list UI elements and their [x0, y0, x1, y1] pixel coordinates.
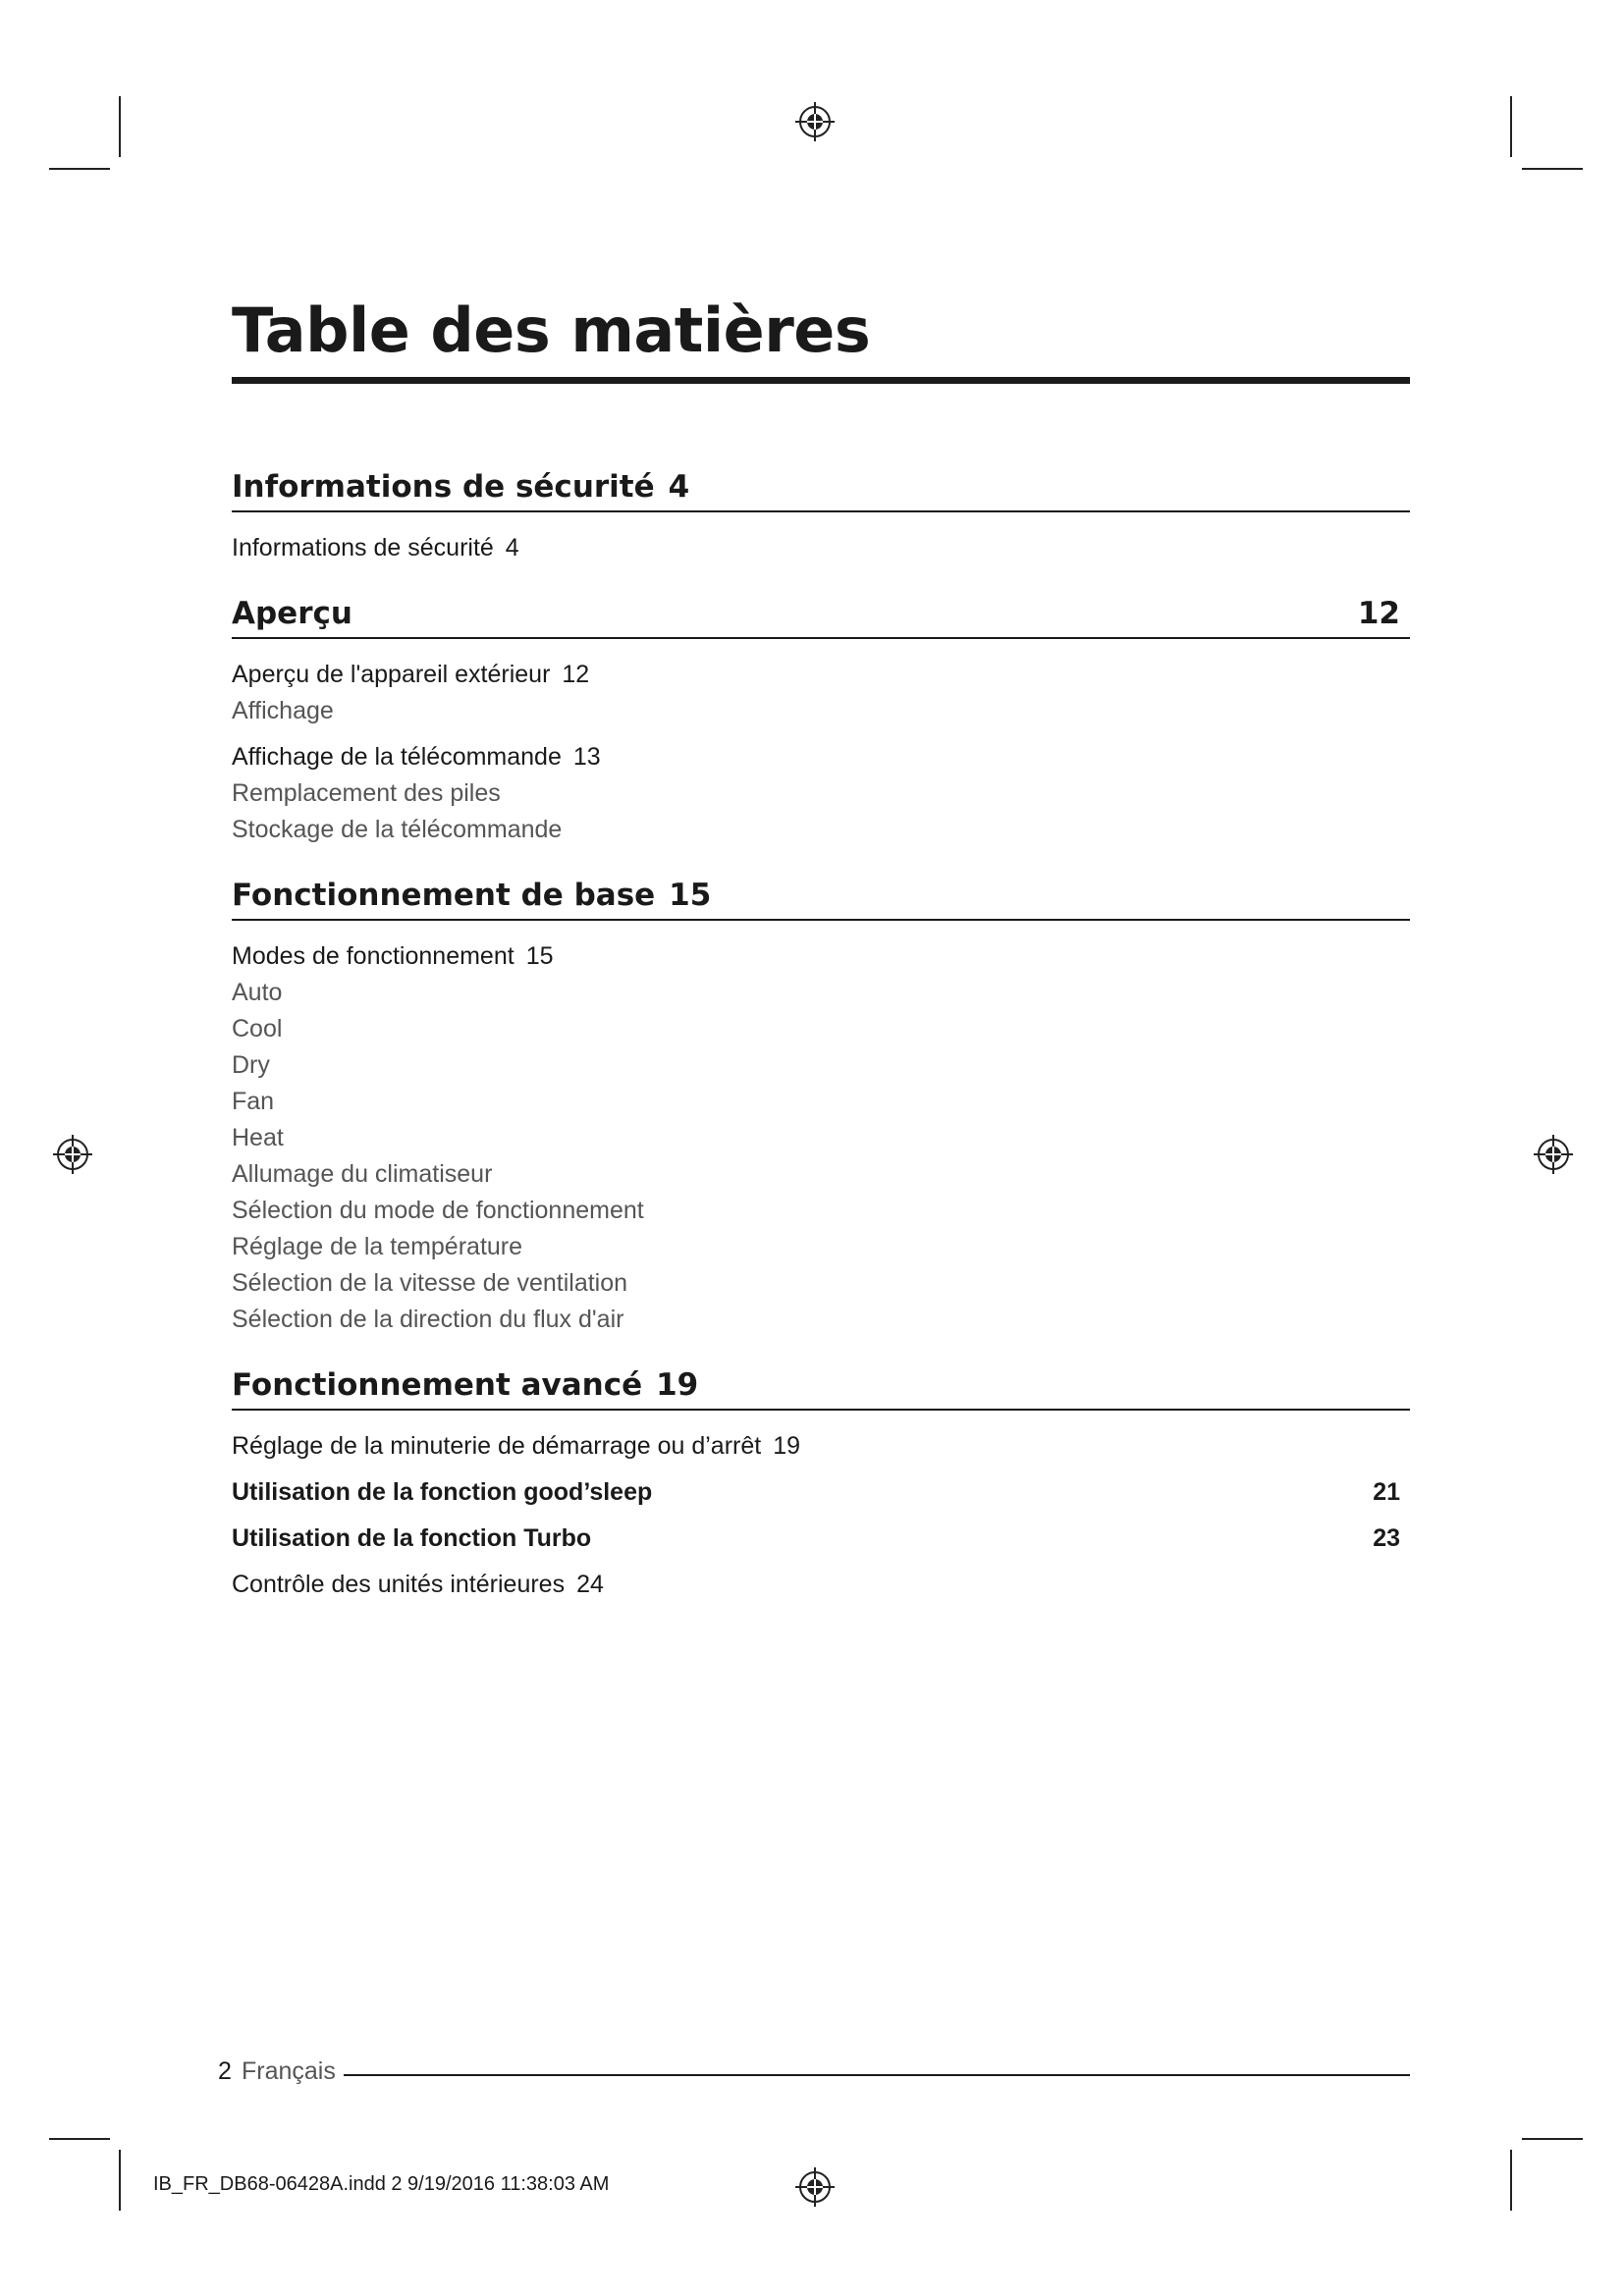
toc-entry-label: Réglage de la minuterie de démarrage ou d’arrêt	[232, 1432, 762, 1460]
toc-entry-label: Affichage	[232, 697, 334, 724]
toc-section-heading[interactable]	[232, 870, 1410, 921]
toc-entry-left	[232, 530, 519, 566]
toc-entry-label: Stockage de la télécommande	[232, 816, 563, 843]
toc-section-heading-label: Fonctionnement avancé	[232, 1367, 643, 1403]
toc-entry-label: Allumage du climatiseur	[232, 1160, 493, 1188]
toc-entry-left	[232, 1265, 627, 1302]
toc-entry-label: Modes de fonctionnement	[232, 942, 514, 970]
toc-entries	[232, 512, 1410, 588]
toc-entry-page-number: 13	[572, 743, 601, 771]
crop-mark-top-right-v	[1510, 96, 1512, 157]
toc-entry-label: Sélection du mode de fonctionnement	[232, 1197, 644, 1224]
footer-rule	[344, 2074, 1410, 2076]
toc-entry[interactable]	[232, 1567, 1410, 1603]
toc-section	[232, 870, 1410, 1360]
toc-subentry[interactable]	[232, 1047, 1410, 1084]
toc-section-page-number: 4	[668, 469, 690, 505]
toc-entry-label: Utilisation de la fonction Turbo	[232, 1524, 592, 1552]
toc-subentry[interactable]	[232, 693, 1410, 729]
toc-section-heading-left	[232, 596, 352, 631]
toc-entry-left	[232, 1011, 282, 1047]
toc-entry-page-number: 15	[525, 942, 554, 970]
toc-entry-label: Auto	[232, 979, 283, 1006]
toc-entry-left	[232, 975, 282, 1011]
crop-mark-bottom-right-h	[1522, 2138, 1583, 2140]
registration-mark-icon	[793, 100, 837, 143]
toc-entries	[232, 639, 1410, 870]
crop-mark-bottom-right-v	[1510, 2150, 1512, 2211]
toc-entries	[232, 1411, 1410, 1625]
toc-entry-left	[232, 1567, 604, 1603]
toc-entry-left	[232, 1193, 644, 1229]
toc-entry-label: Sélection de la direction du flux d'air	[232, 1306, 624, 1333]
toc-entry-left	[232, 1156, 492, 1193]
crop-mark-top-right-h	[1522, 168, 1583, 170]
toc-section-heading-label: Aperçu	[232, 596, 352, 631]
toc-entry-label: Aperçu de l'appareil extérieur	[232, 661, 551, 688]
toc-entry-label: Informations de sécurité	[232, 534, 494, 561]
toc-entry-label: Sélection de la vitesse de ventilation	[232, 1269, 628, 1297]
toc-section-heading[interactable]	[232, 1360, 1410, 1411]
toc-entry-page-number: 4	[505, 534, 519, 561]
page-title: Table des matières	[232, 294, 871, 366]
crop-mark-top-left-h	[49, 168, 110, 170]
table-of-contents	[232, 461, 1410, 1625]
toc-subentry[interactable]	[232, 1302, 1410, 1338]
toc-section	[232, 588, 1410, 870]
toc-subentry[interactable]	[232, 1120, 1410, 1156]
footer-page-number: 2	[218, 2057, 232, 2085]
toc-entry-label: Cool	[232, 1015, 283, 1042]
toc-entry-left	[232, 1120, 284, 1156]
toc-entry-left	[232, 1428, 800, 1465]
toc-section-heading-label: Informations de sécurité	[232, 469, 655, 505]
toc-entry[interactable]	[232, 1428, 1410, 1465]
crop-mark-top-left-v	[119, 96, 121, 157]
toc-entries	[232, 921, 1410, 1360]
toc-entry[interactable]	[232, 938, 1410, 975]
toc-subentry[interactable]	[232, 1011, 1410, 1047]
toc-entry-left	[232, 775, 501, 812]
toc-entry-page-number: 21	[1373, 1478, 1400, 1506]
toc-entry-page-number: 12	[562, 661, 590, 688]
toc-section-page-number: 12	[1357, 596, 1400, 631]
toc-section-heading-label: Fonctionnement de base	[232, 878, 656, 913]
crop-mark-bottom-left-h	[49, 2138, 110, 2140]
toc-entry-label: Remplacement des piles	[232, 779, 501, 807]
toc-entry-left	[232, 938, 554, 975]
toc-section-heading-left	[232, 1367, 698, 1403]
print-slug: IB_FR_DB68-06428A.indd 2 9/19/2016 11:38:03 AM	[153, 2173, 610, 2195]
crop-mark-bottom-left-v	[119, 2150, 121, 2211]
toc-entry-page-number: 24	[576, 1571, 604, 1598]
title-rule	[232, 377, 1410, 384]
toc-entry-label: Heat	[232, 1124, 284, 1151]
toc-section	[232, 461, 1410, 588]
toc-entry-left	[232, 657, 589, 693]
toc-subentry[interactable]	[232, 1084, 1410, 1120]
toc-subentry[interactable]	[232, 1193, 1410, 1229]
registration-mark-icon	[1532, 1133, 1575, 1176]
toc-section	[232, 1360, 1410, 1625]
toc-entry[interactable]	[232, 657, 1410, 693]
toc-subentry[interactable]	[232, 1265, 1410, 1302]
toc-entry-page-number: 23	[1373, 1524, 1400, 1552]
toc-entry-label: Réglage de la température	[232, 1233, 523, 1260]
toc-entry-left	[232, 1047, 270, 1084]
toc-entry-left	[232, 1521, 591, 1557]
toc-entry[interactable]	[232, 530, 1410, 566]
footer-language: Français	[242, 2057, 336, 2085]
toc-section-heading[interactable]	[232, 588, 1410, 639]
toc-entry-page-number: 19	[773, 1432, 801, 1460]
toc-section-heading-left	[232, 469, 689, 505]
toc-subentry[interactable]	[232, 775, 1410, 812]
toc-subentry[interactable]	[232, 812, 1410, 848]
toc-entry-label: Affichage de la télécommande	[232, 743, 562, 771]
toc-entry-left	[232, 1302, 623, 1338]
toc-entry-left	[232, 1084, 274, 1120]
toc-entry-left	[232, 1474, 652, 1511]
toc-entry-left	[232, 812, 562, 848]
registration-mark-icon	[51, 1133, 94, 1176]
toc-entry-label: Fan	[232, 1088, 275, 1115]
toc-entry-left	[232, 739, 601, 775]
toc-entry-label: Dry	[232, 1051, 270, 1079]
registration-mark-icon	[793, 2165, 837, 2209]
toc-section-heading[interactable]	[232, 461, 1410, 512]
toc-section-page-number: 15	[669, 878, 712, 913]
toc-section-heading-left	[232, 878, 711, 913]
toc-entry-left	[232, 693, 334, 729]
toc-subentry[interactable]	[232, 1229, 1410, 1265]
toc-entry[interactable]	[232, 739, 1410, 775]
toc-entry-label: Utilisation de la fonction good’sleep	[232, 1478, 653, 1506]
toc-section-page-number: 19	[656, 1367, 699, 1403]
toc-entry[interactable]	[232, 1474, 1410, 1511]
toc-subentry[interactable]	[232, 1156, 1410, 1193]
toc-entry-label: Contrôle des unités intérieures	[232, 1571, 566, 1598]
toc-entry-left	[232, 1229, 522, 1265]
toc-entry[interactable]	[232, 1521, 1410, 1557]
toc-subentry[interactable]	[232, 975, 1410, 1011]
